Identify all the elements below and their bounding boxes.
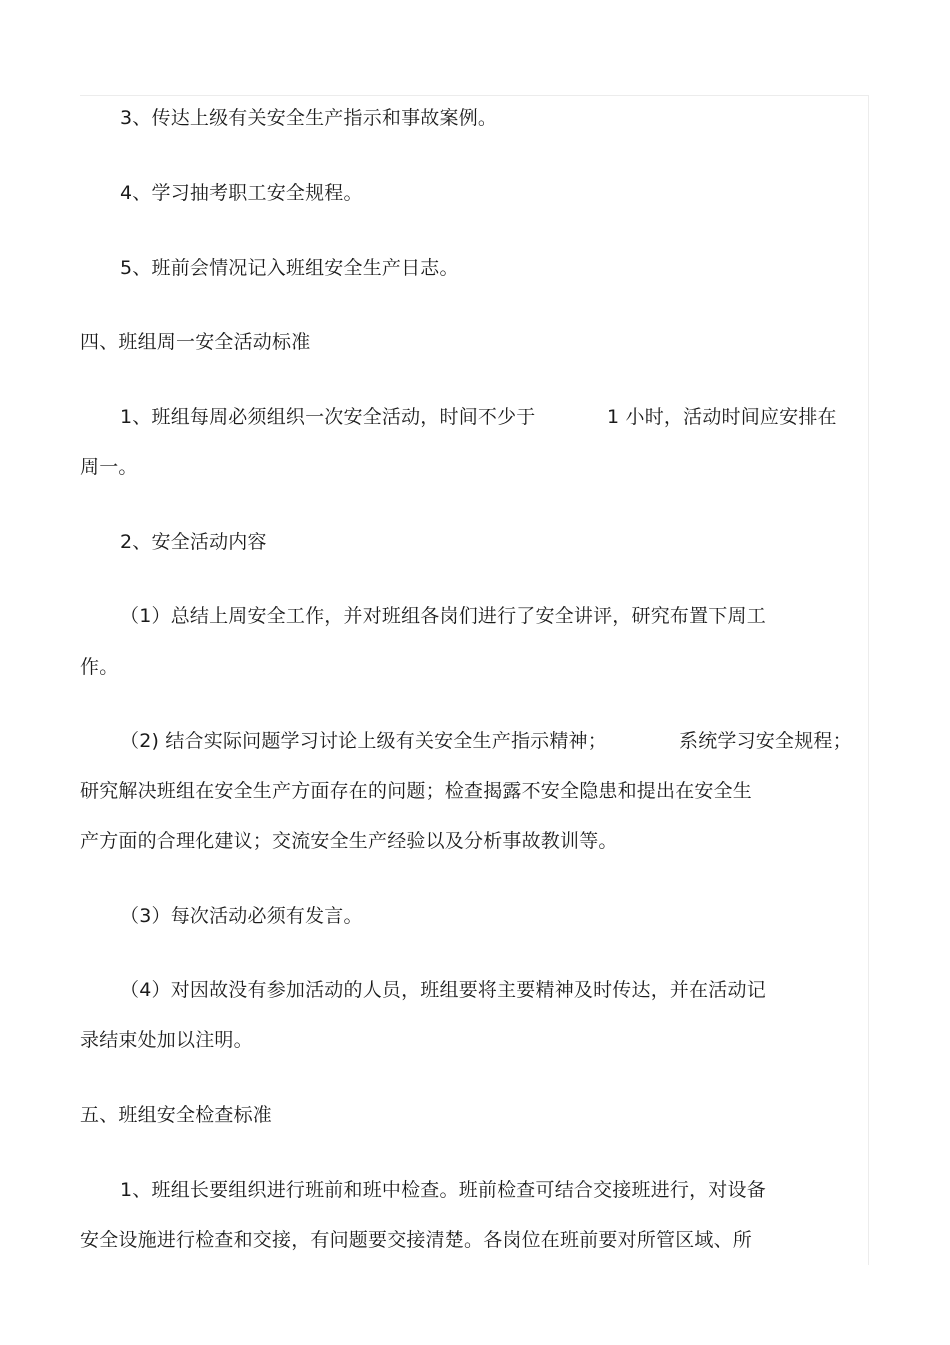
paragraph-line: （3）每次活动必须有发言。 xyxy=(120,905,363,927)
paragraph-line: 研究解决班组在安全生产方面存在的问题；检查揭露不安全隐患和提出在安全生 xyxy=(80,780,753,802)
paragraph-line: 系统学习安全规程； xyxy=(679,730,852,752)
paragraph-line: （4）对因故没有参加活动的人员，班组要将主要精神及时传达，并在活动记 xyxy=(120,979,766,1001)
paragraph-line: 5、班前会情况记入班组安全生产日志。 xyxy=(120,257,459,279)
paragraph-line: 2、安全活动内容 xyxy=(120,531,267,553)
paragraph-line: 4、学习抽考职工安全规程。 xyxy=(120,182,363,204)
paragraph-line: 录结束处加以注明。 xyxy=(80,1029,253,1051)
paragraph-line: 1、班组每周必须组织一次安全活动，时间不少于 xyxy=(120,406,536,428)
section-heading: 五、班组安全检查标准 xyxy=(80,1104,273,1126)
paragraph-line: （2) 结合实际问题学习讨论上级有关安全生产指示精神； xyxy=(120,730,607,752)
paragraph-line: （1）总结上周安全工作，并对班组各岗们进行了安全讲评，研究布置下周工 xyxy=(120,605,766,627)
paragraph-line: 作。 xyxy=(80,656,119,678)
paragraph-line: 1 小时，活动时间应安排在 xyxy=(607,406,837,428)
paragraph-line: 安全设施进行检查和交接，有问题要交接清楚。各岗位在班前要对所管区域、所 xyxy=(80,1229,753,1251)
section-heading: 四、班组周一安全活动标准 xyxy=(80,331,311,353)
paragraph-line: 产方面的合理化建议；交流安全生产经验以及分析事故教训等。 xyxy=(80,830,618,852)
paragraph-line: 1、班组长要组织进行班前和班中检查。班前检查可结合交接班进行，对设备 xyxy=(120,1179,766,1201)
paragraph-line: 3、传达上级有关安全生产指示和事故案例。 xyxy=(120,107,498,129)
paragraph-line: 周一。 xyxy=(80,456,138,478)
